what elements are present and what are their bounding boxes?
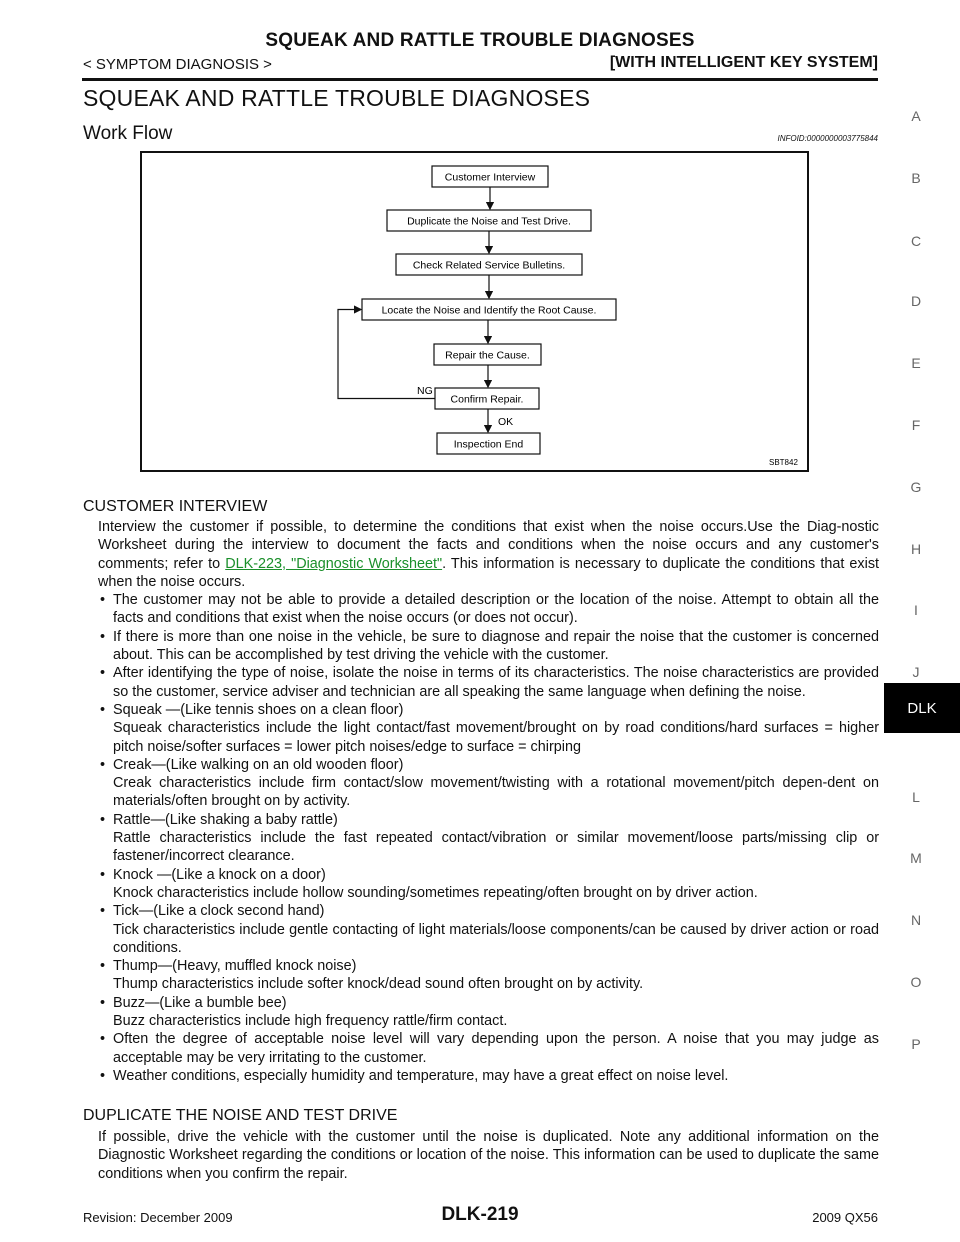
list-item: • Tick—(Like a clock second hand) Tick characteristics include gentle contacting of light materials/loose components/can be caused by driver action or road conditions. xyxy=(98,902,879,957)
side-tab-c[interactable]: C xyxy=(910,233,922,249)
list-item: • Often the degree of acceptable noise level will vary depending upon the person. A noise that you may judge as acceptable may be very irritating to the customer. xyxy=(98,1030,879,1067)
list-item: • Rattle—(Like shaking a baby rattle) Rattle characteristics include the fast repeated contact/vibration or similar movement/loose parts/missing clip or fastener/incorrect clearance. xyxy=(98,811,879,866)
list-item: • After identifying the type of noise, isolate the noise in terms of its characteristics. The noise characteristics are provided so the customer, service adviser and technician are all speaking the same language when defining the noise. xyxy=(98,664,879,701)
side-tab-d[interactable]: D xyxy=(910,293,922,309)
side-tab-p[interactable]: P xyxy=(911,1036,921,1052)
flow-step-locate-noise: Locate the Noise and Identify the Root Cause. xyxy=(381,304,597,317)
flow-step-confirm-repair: Confirm Repair. xyxy=(450,393,524,406)
flow-step-repair-cause: Repair the Cause. xyxy=(445,349,530,362)
list-item: • Squeak —(Like tennis shoes on a clean floor) Squeak characteristics include the light contact/fast movement/brought on by road conditions/hard surfaces = higher pitch noise/softer surfaces = lower pitch noises/edge to surface = chirping xyxy=(98,701,879,756)
list-item: • Buzz—(Like a bumble bee) Buzz characteristics include high frequency rattle/firm contact. xyxy=(98,994,879,1031)
side-tab-e[interactable]: E xyxy=(911,355,921,371)
customer-interview-heading: CUSTOMER INTERVIEW xyxy=(83,498,268,515)
flow-ng-label: NG xyxy=(417,385,433,397)
list-item: • Thump—(Heavy, muffled knock noise) Thump characteristics include softer knock/dead sound often brought on by activity. xyxy=(98,957,879,994)
side-tab-i[interactable]: I xyxy=(914,602,918,618)
side-tab-g[interactable]: G xyxy=(910,479,922,495)
list-item: • Weather conditions, especially humidity and temperature, may have a great effect on noise level. xyxy=(98,1067,879,1085)
customer-interview-intro: Interview the customer if possible, to determine the conditions that exist when the noise occurs.Use the Diag-nostic Worksheet during the interview to document the facts and conditions when the noise occurs and any customer's comments; refer to DLK-223, "Diagnostic Worksheet". This information is necessary to duplicate the conditions that exist when the noise occurs. xyxy=(98,519,880,590)
side-tab-a[interactable]: A xyxy=(911,108,921,124)
side-tab-f[interactable]: F xyxy=(911,417,921,433)
header-symptom-diagnosis: < SYMPTOM DIAGNOSIS > xyxy=(83,56,272,73)
header-title: SQUEAK AND RATTLE TROUBLE DIAGNOSES xyxy=(265,30,695,51)
header-system-label: [WITH INTELLIGENT KEY SYSTEM] xyxy=(609,54,878,71)
flow-step-inspection-end: Inspection End xyxy=(453,438,524,451)
footer-revision: Revision: December 2009 xyxy=(83,1210,233,1225)
list-item: • Creak—(Like walking on an old wooden floor) Creak characteristics include firm contact/slow movement/twisting with a rotational movement/pitch depen-dent on materials/often brought on by activity. xyxy=(98,756,879,811)
noise-characteristics-list xyxy=(98,591,879,1085)
side-tab-m[interactable]: M xyxy=(910,850,922,866)
page-title: SQUEAK AND RATTLE TROUBLE DIAGNOSES xyxy=(83,85,591,111)
list-item: • Knock —(Like a knock on a door) Knock characteristics include hollow sounding/sometimes repeating/often brought on by driver action. xyxy=(98,866,879,903)
side-tab-h[interactable]: H xyxy=(910,541,922,557)
flow-step-check-bulletins: Check Related Service Bulletins. xyxy=(412,259,566,272)
list-item: • If there is more than one noise in the vehicle, be sure to diagnose and repair the noise that the customer is concerned about. This can be accomplished by test driving the vehicle with the customer. xyxy=(98,628,879,665)
diagnostic-worksheet-link[interactable]: DLK-223, "Diagnostic Worksheet" xyxy=(225,555,443,572)
duplicate-noise-text: If possible, drive the vehicle with the customer until the noise is duplicated. Note any additional information on the Diagnostic Worksheet regarding the conditions or location of the noise. This information can be used to duplicate the same conditions when you confirm the repair. xyxy=(98,1129,879,1182)
footer-model: 2009 QX56 xyxy=(812,1210,878,1225)
list-item: • The customer may not be able to provide a detailed description or the location of the noise. Attempt to obtain all the facts and conditions that exist when the noise occurs (or does not occur). xyxy=(98,591,879,628)
duplicate-noise-body xyxy=(98,1128,879,1183)
customer-interview-body xyxy=(98,518,879,1085)
side-tab-o[interactable]: O xyxy=(910,974,922,990)
footer-page-number: DLK-219 xyxy=(441,1204,519,1225)
flow-ok-label: OK xyxy=(498,416,514,428)
side-tab-dlk-active[interactable]: DLK xyxy=(884,683,960,733)
flow-step-customer-interview: Customer Interview xyxy=(444,171,536,184)
side-tab-b[interactable]: B xyxy=(911,170,921,186)
section-info-id: INFOID:0000000003775844 xyxy=(777,134,878,143)
side-tab-n[interactable]: N xyxy=(910,912,922,928)
section-heading: Work Flow xyxy=(83,123,173,144)
header-rule xyxy=(82,78,878,81)
duplicate-noise-heading: DUPLICATE THE NOISE AND TEST DRIVE xyxy=(83,1107,398,1124)
side-tab-j[interactable]: J xyxy=(912,664,920,680)
work-flow-diagram xyxy=(140,151,809,472)
flow-step-duplicate-noise: Duplicate the Noise and Test Drive. xyxy=(407,215,571,228)
figure-code: SBT842 xyxy=(769,458,798,467)
side-tab-l[interactable]: L xyxy=(912,789,920,805)
